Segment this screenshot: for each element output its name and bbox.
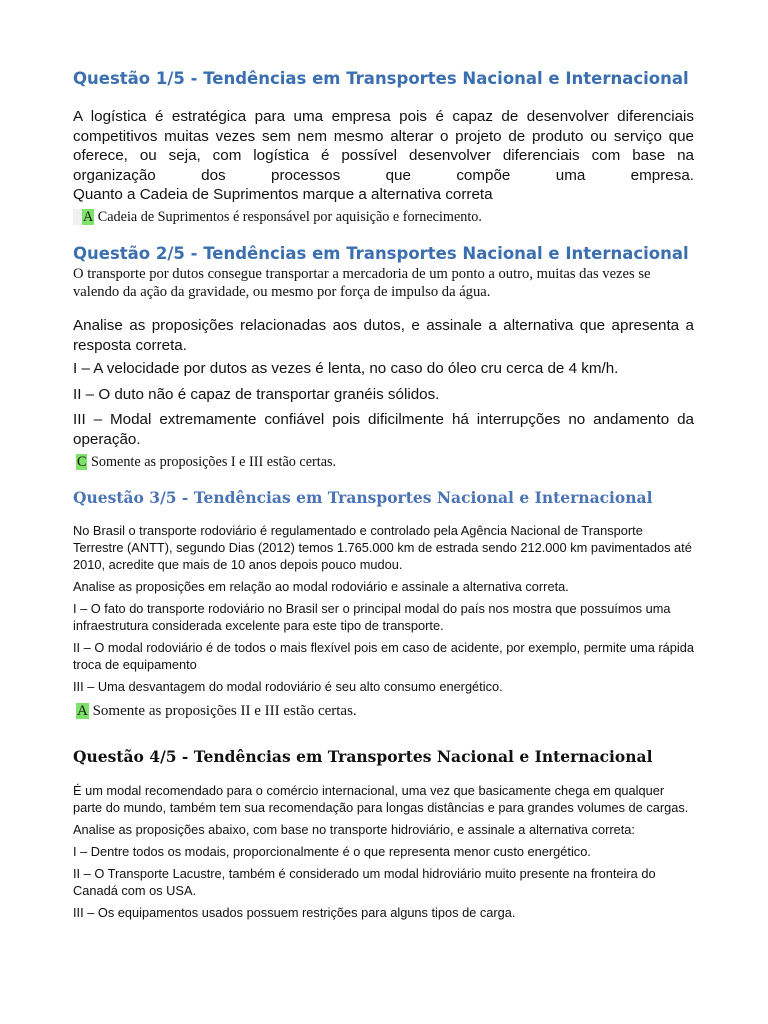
- question-1-answer-text: Cadeia de Suprimentos é responsável por aquisição e fornecimento.: [94, 209, 482, 225]
- question-4-item-3: III – Os equipamentos usados possuem restrições para alguns tipos de carga.: [73, 905, 516, 920]
- question-3-item-1: I – O fato do transporte rodoviário no Brasil ser o principal modal do país nos mostra que possuímos uma infraestrutura considerada excelente para este tipo de transporte.: [73, 601, 671, 633]
- question-2-answer: [73, 454, 694, 471]
- question-4-item-1: I – Dentre todos os modais, proporcionalmente é o que representa menor custo energético.: [73, 844, 591, 859]
- question-3-title: Questão 3/5 - Tendências em Transportes Nacional e Internacional: [73, 488, 653, 507]
- question-2-answer-letter: C: [77, 454, 87, 470]
- question-1-line-4: organização dos processos que compõe uma empresa.: [73, 166, 694, 184]
- question-2-statement: [73, 316, 694, 449]
- question-3-answer: [73, 703, 694, 720]
- question-2-item-3: III – Modal extremamente confiável pois dificilmente há interrupções no andamento da operação.: [73, 411, 694, 448]
- question-3-item-2: II – O modal rodoviário é de todos o mais flexível pois em caso de acidente, por exemplo, permite uma rápida troca de equipamento: [73, 640, 694, 672]
- question-3-answer-letter: A: [77, 703, 88, 719]
- question-1: [73, 69, 694, 88]
- question-3-instruction: Analise as proposições em relação ao modal rodoviário e assinale a alternativa correta.: [73, 579, 569, 594]
- question-4: [73, 747, 694, 766]
- question-4-item-2: II – O Transporte Lacustre, também é considerado um modal hidroviário muito presente na fronteira do Canadá com os USA.: [73, 866, 656, 898]
- question-4-title: Questão 4/5 - Tendências em Transportes Nacional e Internacional: [73, 747, 653, 766]
- question-1-title: Questão 1/5 - Tendências em Transportes Nacional e Internacional: [73, 69, 689, 88]
- question-2-intro-text: O transporte por dutos consegue transportar a mercadoria de um ponto a outro, muitas das vezes se valendo da ação da gravidade, ou mesmo por força de impulso da água.: [73, 266, 651, 300]
- question-1-line-1: A logística é estratégica para uma empresa pois é capaz de desenvolver diferenciais: [73, 108, 694, 125]
- question-4-intro: É um modal recomendado para o comércio internacional, uma vez que basicamente chega em qualquer parte do mundo, também tem sua recomendação para longas distâncias e para grandes volumes de cargas.: [73, 783, 689, 815]
- question-4-instruction: Analise as proposições abaixo, com base no transporte hidroviário, e assinale a alternativa correta:: [73, 822, 635, 837]
- question-4-statement: [73, 782, 694, 921]
- question-3-statement: [73, 522, 694, 695]
- question-3: [73, 488, 694, 507]
- question-3-item-3: III – Uma desvantagem do modal rodoviário é seu alto consumo energético.: [73, 679, 503, 694]
- question-2-item-1: I – A velocidade por dutos as vezes é lenta, no caso do óleo cru cerca de 4 km/h.: [73, 360, 619, 377]
- question-2-title: Questão 2/5 - Tendências em Transportes Nacional e Internacional: [73, 244, 689, 263]
- question-1-statement: [73, 107, 694, 205]
- question-2-intro: [73, 265, 694, 301]
- question-3-answer-text: Somente as proposições II e III estão certas.: [88, 703, 357, 719]
- question-1-line-3: oferece, ou seja, com logística é possível desenvolver diferenciais com base na: [73, 147, 694, 164]
- question-2-item-2: II – O duto não é capaz de transportar granéis sólidos.: [73, 385, 440, 403]
- question-2-answer-text: Somente as proposições I e III estão certas.: [87, 454, 337, 470]
- question-1-line-2: competitivos muitas vezes sem nem mesmo alterar o projeto de produto ou serviço que: [73, 127, 694, 145]
- question-1-line-5: Quanto a Cadeia de Suprimentos marque a alternativa correta: [73, 186, 493, 203]
- question-2-instruction: Analise as proposições relacionadas aos dutos, e assinale a alternativa que apresenta a resposta correta.: [73, 317, 694, 354]
- question-3-intro: No Brasil o transporte rodoviário é regulamentado e controlado pela Agência Nacional de Transporte Terrestre (ANTT), segundo Dias (2012) temos 1.765.000 km de estrada sendo 212.000 km pavimentados até 2010, acredite que mais de 10 anos depois pouco mudou.: [73, 523, 692, 572]
- question-1-answer: [73, 209, 694, 226]
- question-2: [73, 244, 694, 263]
- question-1-answer-letter: A: [83, 209, 94, 225]
